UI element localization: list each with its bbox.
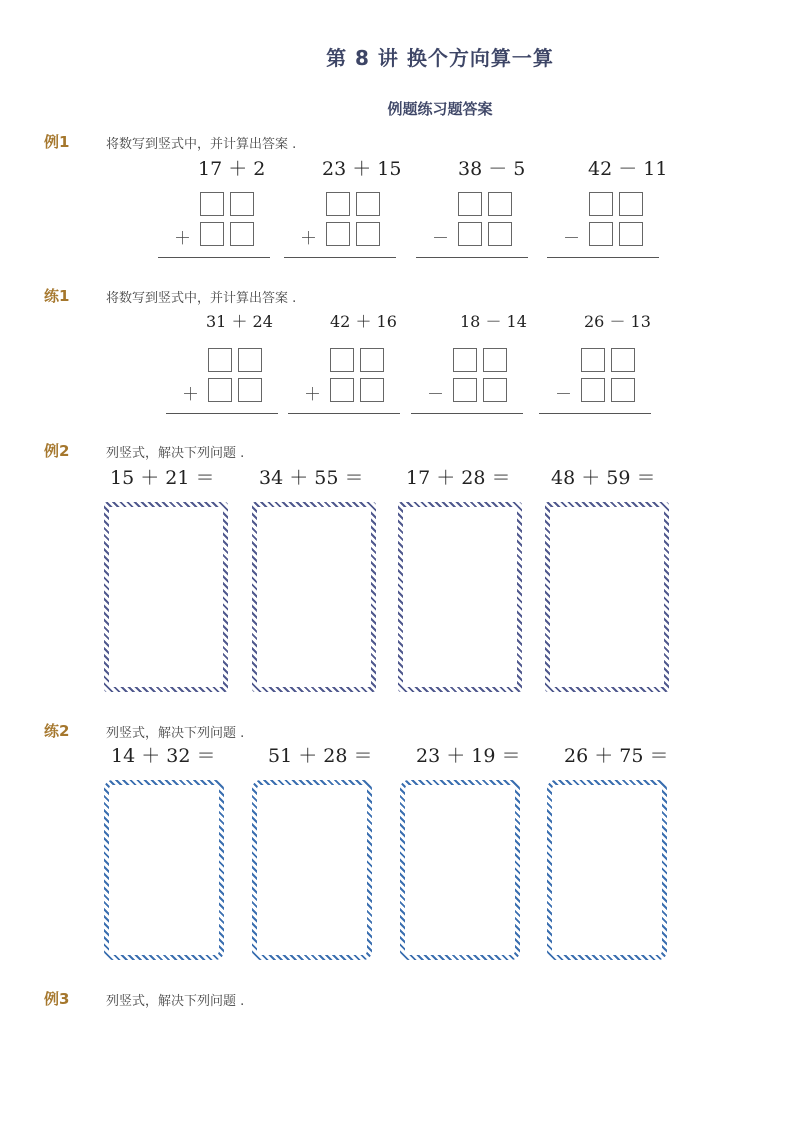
- vertical-calc-grid: [284, 178, 396, 258]
- sum-line: [539, 413, 651, 414]
- problem-expression: 48 ＋ 59 ＝: [551, 467, 656, 489]
- digit-box[interactable]: [581, 348, 605, 372]
- answer-box[interactable]: [545, 502, 669, 692]
- problem-expression: 15 ＋ 21 ＝: [110, 467, 215, 489]
- digit-box[interactable]: [326, 222, 350, 246]
- digit-box[interactable]: [360, 348, 384, 372]
- problem-expression: 18 － 14: [460, 312, 527, 331]
- sum-line: [166, 413, 278, 414]
- section-label-example-2: 例2: [44, 442, 70, 460]
- vertical-calc-grid: [416, 178, 528, 258]
- section-label-example-3: 例3: [44, 990, 70, 1008]
- digit-box[interactable]: [208, 378, 232, 402]
- digit-box[interactable]: [326, 192, 350, 216]
- answer-box[interactable]: [547, 780, 667, 960]
- digit-box[interactable]: [458, 222, 482, 246]
- digit-box[interactable]: [200, 192, 224, 216]
- section-label-example-1: 例1: [44, 133, 70, 151]
- operator-sign: ＋: [304, 385, 321, 405]
- vertical-calc-grid: [288, 334, 400, 414]
- digit-box[interactable]: [619, 192, 643, 216]
- digit-box[interactable]: [483, 348, 507, 372]
- problem-expression: 42 ＋ 16: [330, 312, 397, 331]
- sum-line: [416, 257, 528, 258]
- digit-box[interactable]: [458, 192, 482, 216]
- problem-expression: 31 ＋ 24: [206, 312, 273, 331]
- digit-box[interactable]: [230, 222, 254, 246]
- operator-sign: ＋: [300, 229, 317, 249]
- digit-box[interactable]: [581, 378, 605, 402]
- digit-box[interactable]: [589, 222, 613, 246]
- digit-box[interactable]: [230, 192, 254, 216]
- digit-box[interactable]: [208, 348, 232, 372]
- problem-expression: 26 ＋ 75 ＝: [564, 745, 669, 767]
- digit-box[interactable]: [453, 348, 477, 372]
- vertical-calc-grid: [166, 334, 278, 414]
- instruction-practice-1: 将数写到竖式中，并计算出答案 .: [106, 291, 297, 306]
- problem-expression: 51 ＋ 28 ＝: [268, 745, 373, 767]
- digit-box[interactable]: [619, 222, 643, 246]
- operator-sign: －: [427, 385, 444, 405]
- instruction-example-1: 将数写到竖式中，并计算出答案 .: [106, 137, 297, 152]
- instruction-example-3: 列竖式，解决下列问题 .: [106, 994, 245, 1009]
- sum-line: [158, 257, 270, 258]
- digit-box[interactable]: [483, 378, 507, 402]
- digit-box[interactable]: [453, 378, 477, 402]
- problem-expression: 17 ＋ 28 ＝: [406, 467, 511, 489]
- page-subtitle: 例题练习题答案: [387, 100, 493, 118]
- vertical-calc-grid: [539, 334, 651, 414]
- operator-sign: ＋: [182, 385, 199, 405]
- digit-box[interactable]: [360, 378, 384, 402]
- vertical-calc-grid: [158, 178, 270, 258]
- problem-expression: 42 － 11: [588, 158, 668, 180]
- digit-box[interactable]: [611, 348, 635, 372]
- digit-box[interactable]: [356, 192, 380, 216]
- answer-box[interactable]: [104, 780, 224, 960]
- digit-box[interactable]: [330, 348, 354, 372]
- sum-line: [288, 413, 400, 414]
- answer-box[interactable]: [252, 502, 376, 692]
- sum-line: [411, 413, 523, 414]
- digit-box[interactable]: [356, 222, 380, 246]
- digit-box[interactable]: [589, 192, 613, 216]
- problem-expression: 17 ＋ 2: [198, 158, 266, 180]
- digit-box[interactable]: [488, 222, 512, 246]
- answer-box[interactable]: [252, 780, 372, 960]
- operator-sign: －: [432, 229, 449, 249]
- operator-sign: －: [563, 229, 580, 249]
- instruction-practice-2: 列竖式，解决下列问题 .: [106, 726, 245, 741]
- page-title: 第 8 讲 换个方向算一算: [326, 46, 554, 70]
- problem-expression: 34 ＋ 55 ＝: [259, 467, 364, 489]
- vertical-calc-grid: [547, 178, 659, 258]
- operator-sign: －: [555, 385, 572, 405]
- answer-box[interactable]: [400, 780, 520, 960]
- digit-box[interactable]: [200, 222, 224, 246]
- sum-line: [547, 257, 659, 258]
- problem-expression: 38 － 5: [458, 158, 526, 180]
- problem-expression: 14 ＋ 32 ＝: [111, 745, 216, 767]
- operator-sign: ＋: [174, 229, 191, 249]
- digit-box[interactable]: [488, 192, 512, 216]
- answer-box[interactable]: [104, 502, 228, 692]
- section-label-practice-1: 练1: [44, 287, 70, 305]
- answer-box[interactable]: [398, 502, 522, 692]
- digit-box[interactable]: [611, 378, 635, 402]
- section-label-practice-2: 练2: [44, 722, 70, 740]
- digit-box[interactable]: [238, 378, 262, 402]
- problem-expression: 23 ＋ 19 ＝: [416, 745, 521, 767]
- digit-box[interactable]: [330, 378, 354, 402]
- problem-expression: 26 － 13: [584, 312, 651, 331]
- sum-line: [284, 257, 396, 258]
- instruction-example-2: 列竖式，解决下列问题 .: [106, 446, 245, 461]
- problem-expression: 23 ＋ 15: [322, 158, 402, 180]
- vertical-calc-grid: [411, 334, 523, 414]
- digit-box[interactable]: [238, 348, 262, 372]
